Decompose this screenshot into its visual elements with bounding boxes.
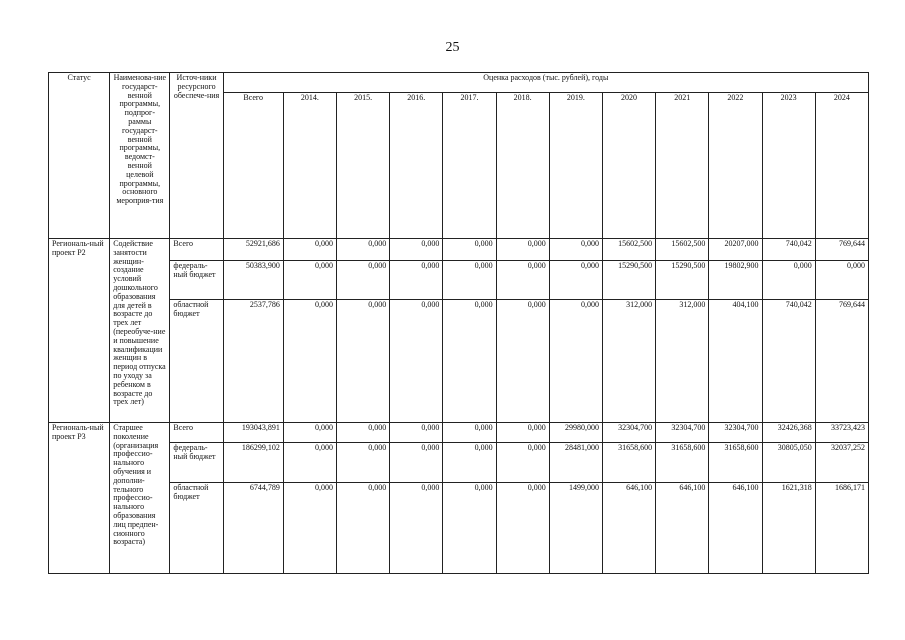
header-year: 2014. (283, 93, 336, 239)
value-cell: 20207,000 (709, 239, 762, 261)
value-cell: 404,100 (709, 300, 762, 423)
value-cell: 0,000 (443, 300, 496, 423)
value-cell: 1499,000 (549, 483, 602, 574)
program-name-cell: Содействие занятости женщин-создание условий дошкольного образования для детей в возрасте до трех лет (переобуче-ние и повышение квалификации женщин в период отпуска по уходу за ребенком в возрасте до трех лет) (110, 239, 170, 423)
value-cell: 0,000 (443, 239, 496, 261)
value-cell: 0,000 (549, 300, 602, 423)
value-cell: 0,000 (443, 443, 496, 483)
value-cell: 740,042 (762, 239, 815, 261)
value-cell: 32304,700 (656, 423, 709, 443)
value-cell: 0,000 (496, 443, 549, 483)
source-cell: Всего (170, 239, 223, 261)
total-cell: 50383,900 (223, 261, 283, 300)
table-row (49, 443, 869, 483)
header-year: 2015. (337, 93, 390, 239)
value-cell: 0,000 (337, 423, 390, 443)
header-total: Всего (223, 93, 283, 239)
source-cell: областной бюджет (170, 483, 223, 574)
value-cell: 0,000 (762, 261, 815, 300)
value-cell: 769,644 (815, 300, 868, 423)
header-year: 2019. (549, 93, 602, 239)
value-cell: 0,000 (549, 239, 602, 261)
value-cell: 1621,318 (762, 483, 815, 574)
value-cell: 29980,000 (549, 423, 602, 443)
value-cell: 0,000 (283, 423, 336, 443)
value-cell: 0,000 (390, 443, 443, 483)
value-cell: 19802,900 (709, 261, 762, 300)
table-row (49, 423, 869, 443)
value-cell: 0,000 (390, 239, 443, 261)
header-sources: Источ-ники ресурсного обеспече-ния (170, 73, 223, 239)
value-cell: 0,000 (337, 483, 390, 574)
value-cell: 32037,252 (815, 443, 868, 483)
value-cell: 32304,700 (602, 423, 655, 443)
status-cell: Региональ-ный проект Р2 (49, 239, 110, 423)
value-cell: 0,000 (496, 239, 549, 261)
program-name-cell: Старшее поколение (организация профессио-нального обучения и дополни-тельного профессио-нального образования лиц предпен-сионного возраста) (110, 423, 170, 574)
total-cell: 52921,686 (223, 239, 283, 261)
value-cell: 740,042 (762, 300, 815, 423)
budget-table (48, 72, 869, 574)
value-cell: 28481,000 (549, 443, 602, 483)
table-row (49, 300, 869, 423)
total-cell: 193043,891 (223, 423, 283, 443)
value-cell: 15602,500 (656, 239, 709, 261)
value-cell: 15290,500 (656, 261, 709, 300)
header-year: 2018. (496, 93, 549, 239)
value-cell: 30805,050 (762, 443, 815, 483)
source-cell: Всего (170, 423, 223, 443)
header-name: Наименова-ние государст-венной программы, подпрог-раммы государст-венной программы, ведомст-венной целевой программы, основного мероприя-тия (110, 73, 170, 239)
value-cell: 0,000 (337, 300, 390, 423)
value-cell: 33723,423 (815, 423, 868, 443)
table-row (49, 239, 869, 261)
header-estimate: Оценка расходов (тыс. рублей), годы (223, 73, 868, 93)
value-cell: 0,000 (283, 300, 336, 423)
value-cell: 15290,500 (602, 261, 655, 300)
table-row (49, 261, 869, 300)
value-cell: 0,000 (390, 261, 443, 300)
total-cell: 2537,786 (223, 300, 283, 423)
table-row (49, 483, 869, 574)
value-cell: 0,000 (549, 261, 602, 300)
value-cell: 646,100 (709, 483, 762, 574)
value-cell: 312,000 (602, 300, 655, 423)
value-cell: 0,000 (390, 300, 443, 423)
value-cell: 769,644 (815, 239, 868, 261)
value-cell: 1686,171 (815, 483, 868, 574)
header-year: 2022 (709, 93, 762, 239)
header-year: 2016. (390, 93, 443, 239)
value-cell: 0,000 (337, 261, 390, 300)
value-cell: 0,000 (443, 261, 496, 300)
page-number: 25 (445, 40, 460, 55)
source-cell: федераль-ный бюджет (170, 443, 223, 483)
value-cell: 0,000 (815, 261, 868, 300)
value-cell: 0,000 (283, 239, 336, 261)
total-cell: 186299,102 (223, 443, 283, 483)
value-cell: 0,000 (283, 261, 336, 300)
value-cell: 31658,600 (656, 443, 709, 483)
value-cell: 0,000 (390, 423, 443, 443)
value-cell: 0,000 (390, 483, 443, 574)
header-year: 2023 (762, 93, 815, 239)
source-cell: областной бюджет (170, 300, 223, 423)
value-cell: 31658,600 (602, 443, 655, 483)
value-cell: 15602,500 (602, 239, 655, 261)
value-cell: 0,000 (443, 423, 496, 443)
value-cell: 646,100 (602, 483, 655, 574)
value-cell: 0,000 (443, 483, 496, 574)
value-cell: 32426,368 (762, 423, 815, 443)
header-year: 2021 (656, 93, 709, 239)
source-cell: федераль-ный бюджет (170, 261, 223, 300)
value-cell: 0,000 (283, 443, 336, 483)
value-cell: 32304,700 (709, 423, 762, 443)
value-cell: 0,000 (496, 483, 549, 574)
total-cell: 6744,789 (223, 483, 283, 574)
value-cell: 31658,600 (709, 443, 762, 483)
value-cell: 0,000 (496, 300, 549, 423)
value-cell: 312,000 (656, 300, 709, 423)
header-year: 2020 (602, 93, 655, 239)
value-cell: 0,000 (283, 483, 336, 574)
header-year: 2017. (443, 93, 496, 239)
status-cell: Региональ-ный проект Р3 (49, 423, 110, 574)
value-cell: 0,000 (337, 443, 390, 483)
header-status: Статус (49, 73, 110, 239)
value-cell: 646,100 (656, 483, 709, 574)
header-year: 2024 (815, 93, 868, 239)
value-cell: 0,000 (337, 239, 390, 261)
value-cell: 0,000 (496, 261, 549, 300)
header-row-1 (49, 73, 869, 93)
value-cell: 0,000 (496, 423, 549, 443)
